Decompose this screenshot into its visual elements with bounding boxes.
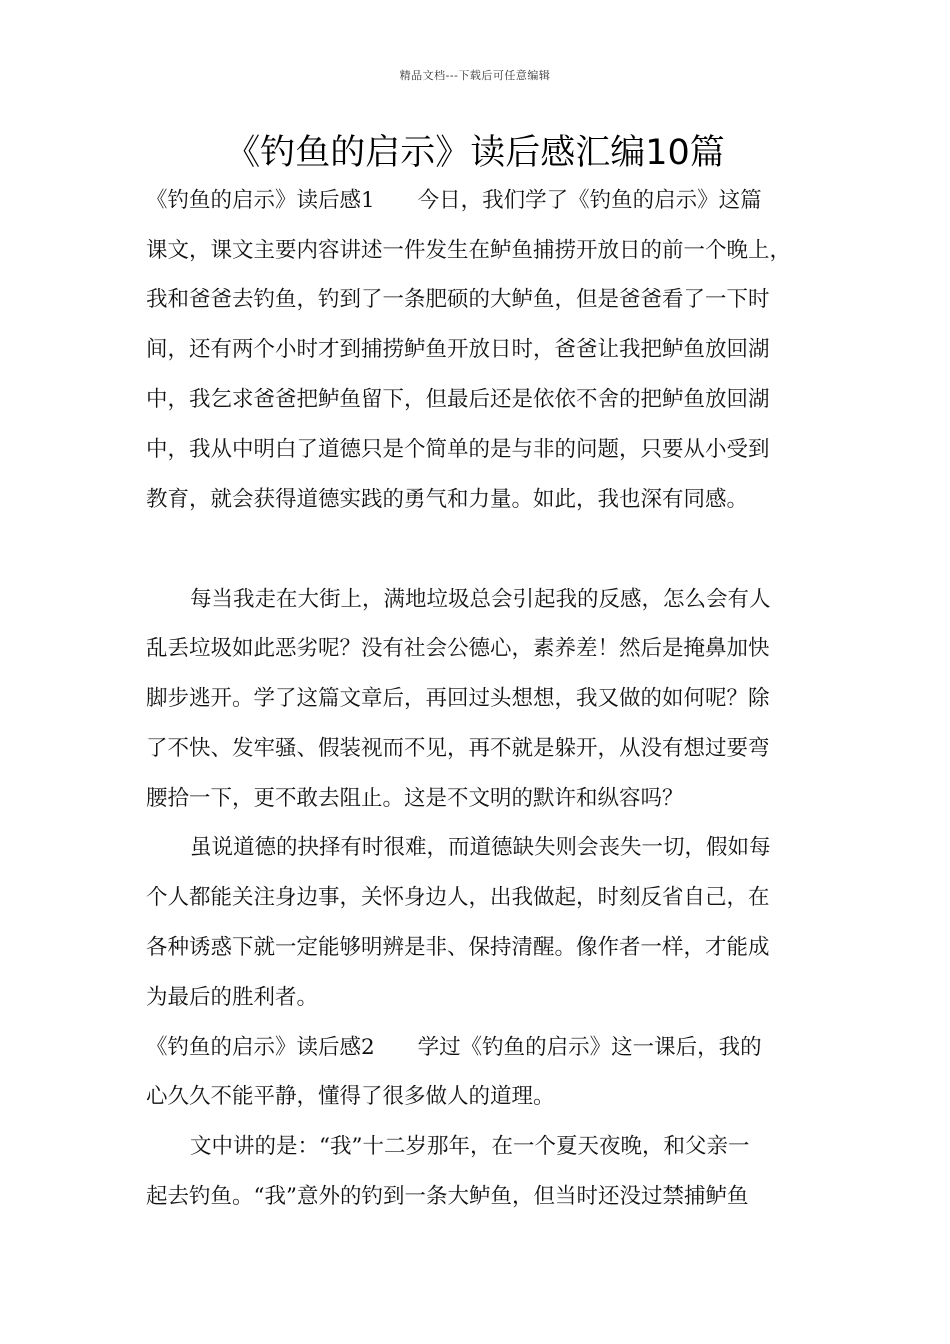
text-line: 《钓鱼的启示》读后感2 学过《钓鱼的启示》这一课后，我的 (146, 1035, 762, 1060)
text-line: 《钓鱼的启示》读后感1 今日，我们学了《钓鱼的启示》这篇 (146, 188, 762, 213)
text-line: 各种诱惑下就一定能够明辨是非、保持清醒。像作者一样，才能成 (146, 935, 770, 960)
text-line: 每当我走在大街上，满地垃圾总会引起我的反感，怎么会有人 (190, 587, 771, 612)
text-line: 个人都能关注身边事，关怀身边人，出我做起，时刻反省自己，在 (146, 885, 770, 910)
text-line: 为最后的胜利者。 (146, 985, 319, 1010)
text-line: 心久久不能平静，懂得了很多做人的道理。 (146, 1084, 555, 1109)
text-line: 腰拾一下，更不敢去阻止。这是不文明的默许和纵容吗？ (146, 786, 684, 811)
text-line: 起去钓鱼。“我”意外的钓到一条大鲈鱼，但当时还没过禁捕鲈鱼 (146, 1184, 749, 1209)
text-line: 间，还有两个小时才到捕捞鲈鱼开放日时，爸爸让我把鲈鱼放回湖 (146, 337, 770, 362)
text-line: 了不快、发牢骚、假装视而不见，再不就是躲开，从没有想过要弯 (146, 736, 770, 761)
text-line: 教育，就会获得道德实践的勇气和力量。如此，我也深有同感。 (146, 487, 749, 512)
text-line: 课文，课文主要内容讲述一件发生在鲈鱼捕捞开放日的前一个晚上， (146, 238, 792, 263)
document-title: 《钓鱼的启示》读后感汇编10篇 (225, 133, 725, 173)
text-line: 乱丢垃圾如此恶劣呢？没有社会公德心，素养差！然后是掩鼻加快 (146, 636, 770, 661)
text-line: 脚步逃开。学了这篇文章后，再回过头想想，我又做的如何呢？除 (146, 686, 770, 711)
text-line: 文中讲的是：“我”十二岁那年，在一个夏天夜晚，和父亲一 (190, 1134, 750, 1159)
text-line: 虽说道德的抉择有时很难，而道德缺失则会丧失一切，假如每 (190, 835, 771, 860)
header-note: 精品文档---下载后可任意编辑 (399, 69, 551, 82)
text-line: 中，我从中明白了道德只是个简单的是与非的问题，只要从小受到 (146, 437, 770, 462)
text-line: 中，我乞求爸爸把鲈鱼留下，但最后还是依依不舍的把鲈鱼放回湖 (146, 387, 770, 412)
text-line: 我和爸爸去钓鱼，钓到了一条肥硕的大鲈鱼，但是爸爸看了一下时 (146, 287, 770, 312)
